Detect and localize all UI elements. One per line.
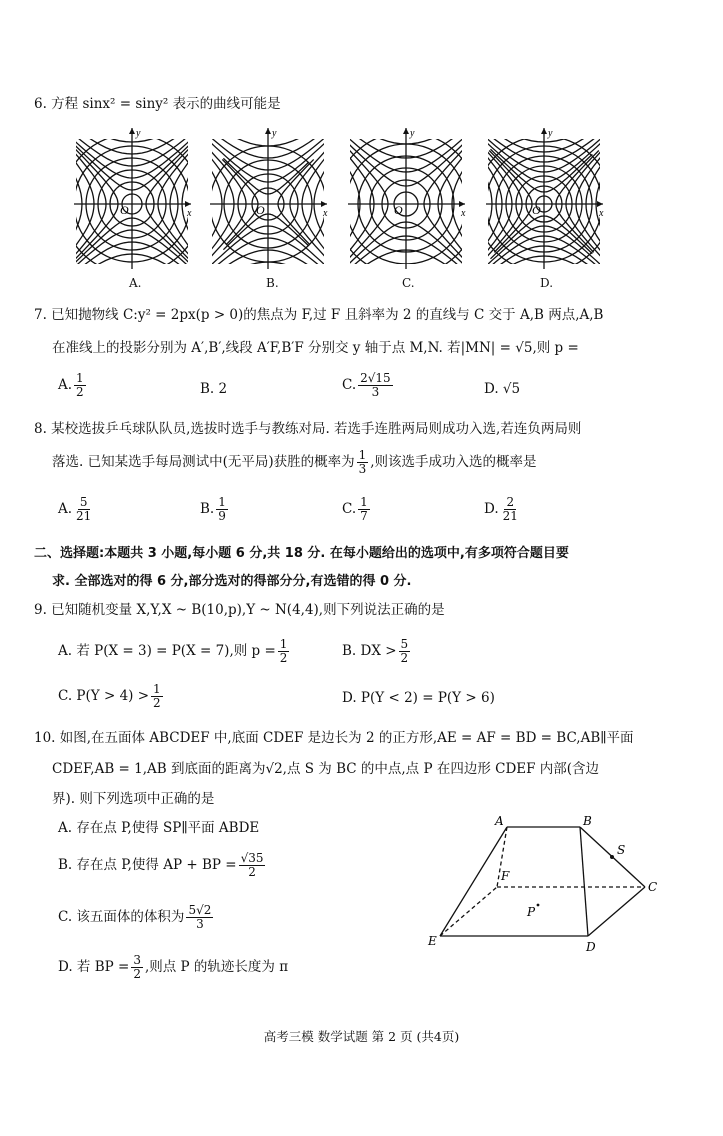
curve-hyperbola [208, 124, 210, 274]
y-axis-arrow [403, 128, 409, 134]
point-s-dot [610, 855, 614, 859]
q9-stem: 9. 已知随机变量 X,Y,X ~ B(10,p),Y ~ N(4,4),则下列说法正确的是 [34, 602, 445, 618]
curve-hyperbola [194, 124, 197, 274]
q9-option-b: B. DX > $\frac{5}{2}$ [342, 637, 409, 665]
q6-option-a-graph [72, 124, 197, 274]
point-s-label: S [617, 843, 626, 857]
q7-option-a: A. $\frac{1}{2}$ [58, 371, 84, 399]
y-axis-label: y [410, 128, 415, 139]
q9-option-a: A. 若 P(X = 3) = P(X = 7),则 p = $\frac{1}{2}$ [58, 637, 288, 665]
vertex-d-label: D [586, 940, 596, 954]
vertex-c-label: C [648, 880, 658, 894]
y-axis-arrow [541, 128, 547, 134]
curve-hyperbola [208, 124, 333, 134]
q10-option-d: D. 若 BP = $\frac{3}{2}$ ,则点 P 的轨迹长度为 π [58, 953, 289, 981]
curve-hyperbola [466, 124, 471, 274]
q6-option-d-label: D. [540, 276, 554, 290]
point-p-label: P [527, 905, 536, 919]
curve-hyperbola [484, 124, 609, 182]
edge-dc [588, 887, 645, 936]
q7-line2: 在准线上的投影分别为 A′,B′,线段 A′F,B′F 分别交 y 轴于点 M,N. 若|MN| = √5,则 p = [52, 340, 579, 356]
curve-hyperbola [566, 124, 609, 274]
edge-ae [440, 827, 507, 936]
y-axis-arrow [265, 128, 271, 134]
curve-hyperbola [208, 262, 333, 274]
q6-option-c-label: C. [402, 276, 415, 290]
origin-label: O [532, 203, 541, 217]
q7-option-b: B. 2 [200, 381, 228, 397]
vertex-e-label: E [428, 934, 437, 948]
q10-option-b: B. 存在点 P,使得 AP + BP = $\frac{√35}{2}$ [58, 851, 264, 879]
q7-option-d: D. √5 [484, 381, 521, 397]
x-axis-label: x [461, 208, 466, 219]
x-axis-label: x [599, 208, 604, 219]
q6-option-a-label: A. [129, 276, 142, 290]
x-axis-arrow [185, 201, 191, 207]
q8-option-b: B. $\frac{1}{9}$ [200, 495, 226, 523]
q6-option-d-graph [484, 124, 609, 274]
q8-line1: 8. 某校选拔乒乓球队队员,选拔时选手与教练对局. 若选手连胜两局则成功入选,若连负两局则 [34, 421, 582, 437]
q9-option-c: C. P(Y > 4) > $\frac{1}{2}$ [58, 682, 161, 710]
curve-hyperbola [606, 124, 609, 274]
vertex-a-label: A [495, 814, 504, 828]
q7-line1: 7. 已知抛物线 C:y² = 2px(p > 0)的焦点为 F,过 F 且斜率为 2 的直线与 C 交于 A,B 两点,A,B [34, 307, 604, 323]
origin-label: O [256, 203, 265, 217]
point-p-dot [537, 904, 540, 907]
x-axis-arrow [597, 201, 603, 207]
q10-pentahedron-figure [425, 810, 665, 960]
section2-heading-line2: 求. 全部选对的得 6 分,部分选对的得部分分,有选错的得 0 分. [52, 574, 412, 589]
curve-hyperbola [208, 124, 246, 274]
edge-ef-hidden [440, 887, 497, 936]
q6-option-b-label: B. [266, 276, 279, 290]
curve-hyperbola [424, 124, 471, 274]
x-axis-arrow [321, 201, 327, 207]
y-axis-label: y [136, 128, 141, 139]
curve-hyperbola [72, 124, 197, 154]
q7-option-c: C. $\frac{2√15}{3}$ [342, 371, 391, 399]
q10-option-a: A. 存在点 P,使得 SP∥平面 ABDE [58, 820, 260, 836]
q6-option-c-graph [346, 124, 471, 274]
q8-option-a: A. $\frac{5}{21}$ [58, 495, 92, 523]
q8-line2: 落选. 已知某选手每局测试中(无平局)获胜的概率为 $\frac{1}{3}$ ,则该选手成功入选的概率是 [52, 448, 537, 476]
q9-option-d: D. P(Y < 2) = P(Y > 6) [342, 690, 495, 706]
y-axis-arrow [129, 128, 135, 134]
curve-hyperbola [326, 124, 333, 274]
q10-option-c: C. 该五面体的体积为 $\frac{5√2}{3}$ [58, 903, 212, 931]
curve-hyperbola [484, 266, 609, 274]
curve-hyperbola [484, 226, 609, 274]
origin-label: O [120, 203, 129, 217]
curve-hyperbola [346, 124, 471, 158]
q6-option-b-graph [208, 124, 333, 274]
q10-line2: CDEF,AB = 1,AB 到底面的距离为√2,点 S 为 BC 的中点,点 P 在四边形 CDEF 内部(含边 [52, 761, 600, 777]
curve-hyperbola [346, 264, 471, 274]
curve-hyperbola [484, 124, 502, 274]
section2-heading-line1: 二、选择题:本题共 3 小题,每小题 6 分,共 18 分. 在每小题给出的选项中,有多项符合题目要 [34, 546, 569, 561]
page-footer: 高考三模 数学试题 第 2 页 (共4页) [263, 1029, 460, 1044]
origin-label: O [394, 203, 403, 217]
curve-hyperbola [314, 124, 333, 274]
y-axis-label: y [548, 128, 553, 139]
curve-hyperbola [72, 266, 197, 274]
q6-stem: 6. 方程 sinx² = siny² 表示的曲线可能是 [34, 96, 281, 112]
q8-option-d: D. $\frac{2}{21}$ [484, 495, 518, 523]
q8-option-c: C. $\frac{1}{7}$ [342, 495, 368, 523]
vertex-b-label: B [583, 814, 592, 828]
q10-line1: 10. 如图,在五面体 ABCDEF 中,底面 CDEF 是边长为 2 的正方形,AE = AF = BD = BC,AB∥平面 [34, 730, 634, 746]
curve-hyperbola [302, 124, 333, 274]
y-axis-label: y [272, 128, 277, 139]
q10-line3: 界). 则下列选项中正确的是 [52, 791, 215, 807]
x-axis-label: x [187, 208, 192, 219]
edge-bd [580, 827, 588, 936]
x-axis-arrow [459, 201, 465, 207]
vertex-f-label: F [501, 869, 510, 883]
x-axis-label: x [323, 208, 328, 219]
